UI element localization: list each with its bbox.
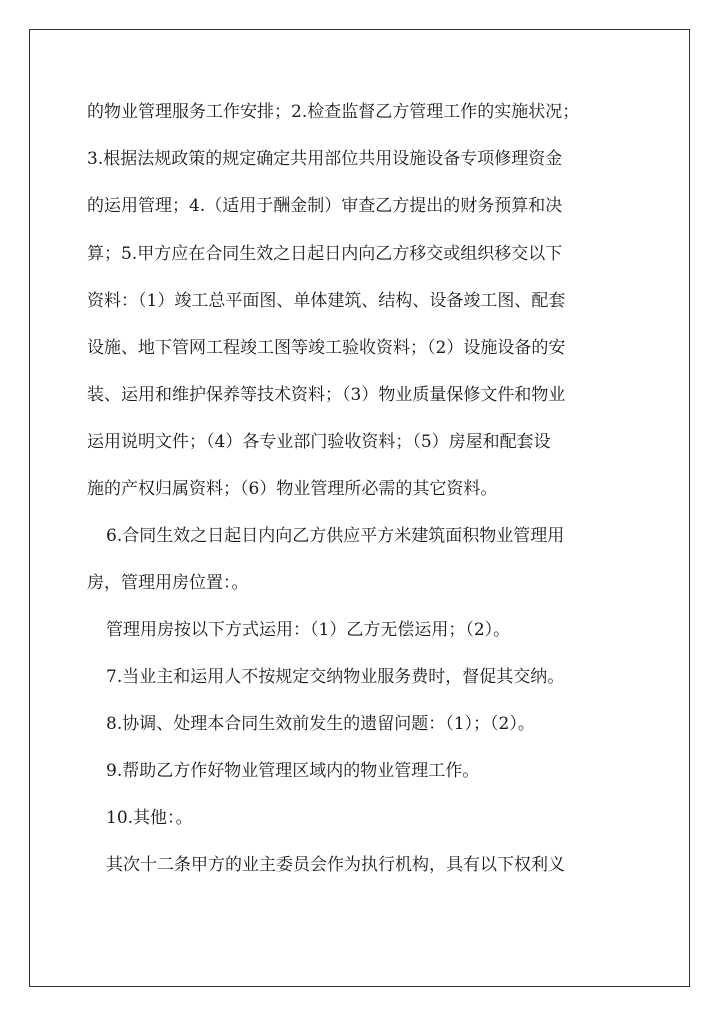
body-line-7: 装、运用和维护保养等技术资料；（3）物业质量保修文件和物业: [87, 385, 566, 405]
item-9-line: 9.帮助乙方作好物业管理区域内的物业管理工作。: [106, 761, 480, 781]
body-line-1: 的物业管理服务工作安排；2.检查监督乙方管理工作的实施状况；: [87, 102, 580, 122]
office-usage-line: 管理用房按以下方式运用：（1）乙方无偿运用；（2）。: [106, 620, 511, 640]
item-6-line-1: 6.合同生效之日起日内向乙方供应平方米建筑面积物业管理用: [106, 526, 565, 546]
body-line-8: 运用说明文件；（4）各专业部门验收资料；（5）房屋和配套设: [87, 432, 551, 452]
body-line-9: 施的产权归属资料；（6）物业管理所必需的其它资料。: [87, 479, 498, 499]
article-22-line: 其次十二条甲方的业主委员会作为执行机构，具有以下权利义: [106, 855, 565, 875]
body-line-5: 资料：（1）竣工总平面图、单体建筑、结构、设备竣工图、配套: [87, 291, 566, 311]
item-10-line: 10.其他：。: [106, 808, 193, 828]
body-line-6: 设施、地下管网工程竣工图等竣工验收资料；（2）设施设备的安: [87, 338, 566, 358]
item-7-line: 7.当业主和运用人不按规定交纳物业服务费时，督促其交纳。: [106, 667, 565, 687]
body-line-4: 算；5.甲方应在合同生效之日起日内向乙方移交或组织移交以下: [87, 244, 563, 264]
item-8-line: 8.协调、处理本合同生效前发生的遗留问题：（1）；（2）。: [106, 714, 535, 734]
body-line-3: 的运用管理；4.（适用于酬金制）审查乙方提出的财务预算和决: [87, 196, 563, 216]
body-line-2: 3.根据法规政策的规定确定共用部位共用设施设备专项修理资金: [87, 149, 563, 169]
item-6-line-2: 房，管理用房位置：。: [87, 573, 249, 593]
